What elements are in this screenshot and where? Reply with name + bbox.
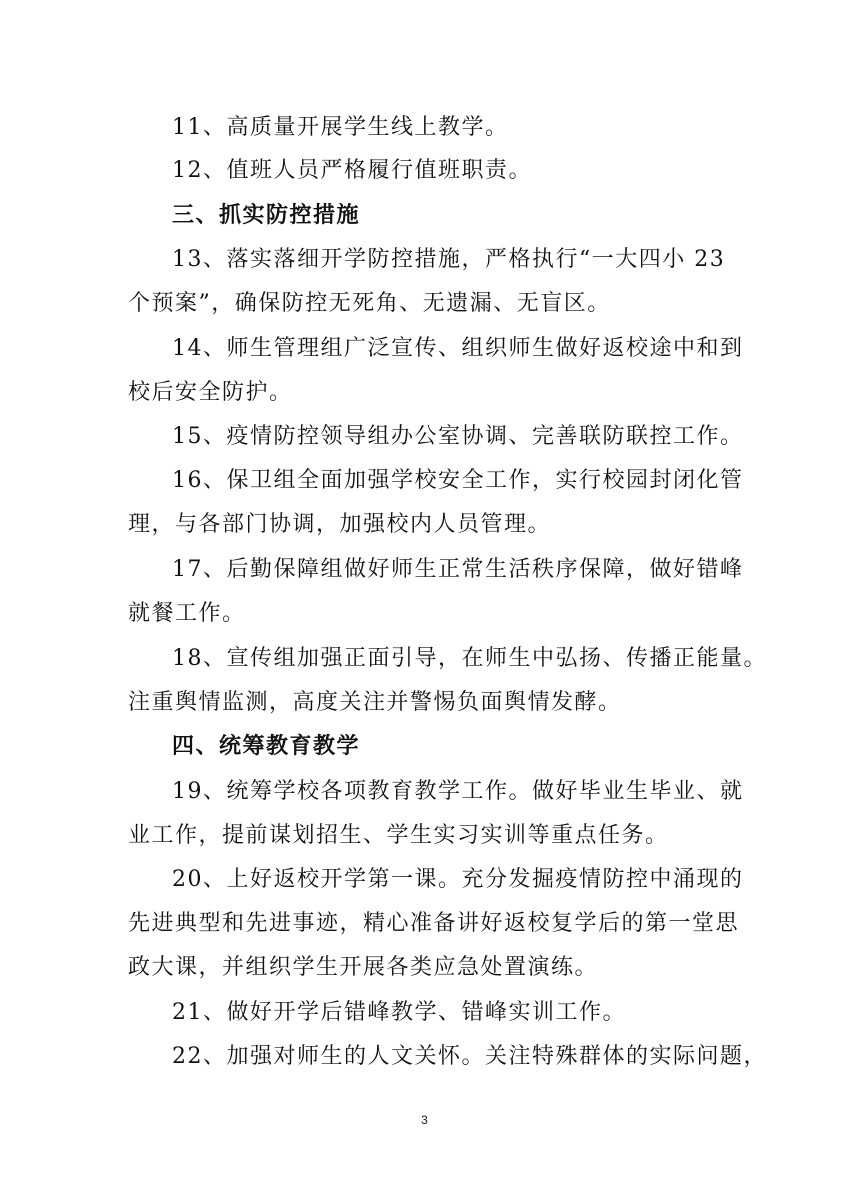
item-20-line-1: 20、上好返校开学第一课。充分发掘疫情防控中涌现的 [172, 867, 744, 892]
section-heading-3: 三、抓实防控措施 [172, 203, 361, 228]
item-12: 12、值班人员严格履行值班职责。 [172, 158, 532, 183]
item-20-line-2: 先进典型和先进事迹，精心准备讲好返校复学后的第一堂思 [128, 911, 740, 936]
item-17-line-1: 17、后勤保障组做好师生正常生活秩序保障，做好错峰 [172, 557, 744, 582]
item-13-line-1: 13、落实落细开学防控措施，严格执行“一大四小 23 [172, 247, 726, 272]
item-22-line-1: 22、加强对师生的人文关怀。关注特殊群体的实际问题， [172, 1044, 767, 1069]
item-21: 21、做好开学后错峰教学、错峰实训工作。 [172, 1000, 626, 1025]
item-20-line-3: 政大课，并组织学生开展各类应急处置演练。 [128, 955, 599, 980]
item-13-line-2: 个预案”，确保防控无死角、无遗漏、无盲区。 [128, 291, 611, 316]
page-number: 3 [421, 1113, 428, 1127]
item-19-line-2: 业工作，提前谋划招生、学生实习实训等重点任务。 [128, 823, 669, 848]
item-15: 15、疫情防控领导组办公室协调、完善联防联控工作。 [172, 424, 744, 449]
item-14-line-1: 14、师生管理组广泛宣传、组织师生做好返校途中和到 [172, 336, 744, 361]
item-16-line-2: 理，与各部门协调，加强校内人员管理。 [128, 512, 552, 537]
item-16-line-1: 16、保卫组全面加强学校安全工作，实行校园封闭化管 [172, 468, 744, 493]
item-18-line-2: 注重舆情监测，高度关注并警惕负面舆情发酵。 [128, 690, 622, 715]
item-17-line-2: 就餐工作。 [128, 601, 246, 626]
item-18-line-1: 18、宣传组加强正面引导，在师生中弘扬、传播正能量。 [172, 646, 767, 671]
item-11: 11、高质量开展学生线上教学。 [172, 115, 509, 140]
item-14-line-2: 校后安全防护。 [128, 380, 293, 405]
item-19-line-1: 19、统筹学校各项教育教学工作。做好毕业生毕业、就 [172, 779, 744, 804]
section-heading-4: 四、统筹教育教学 [172, 734, 361, 759]
